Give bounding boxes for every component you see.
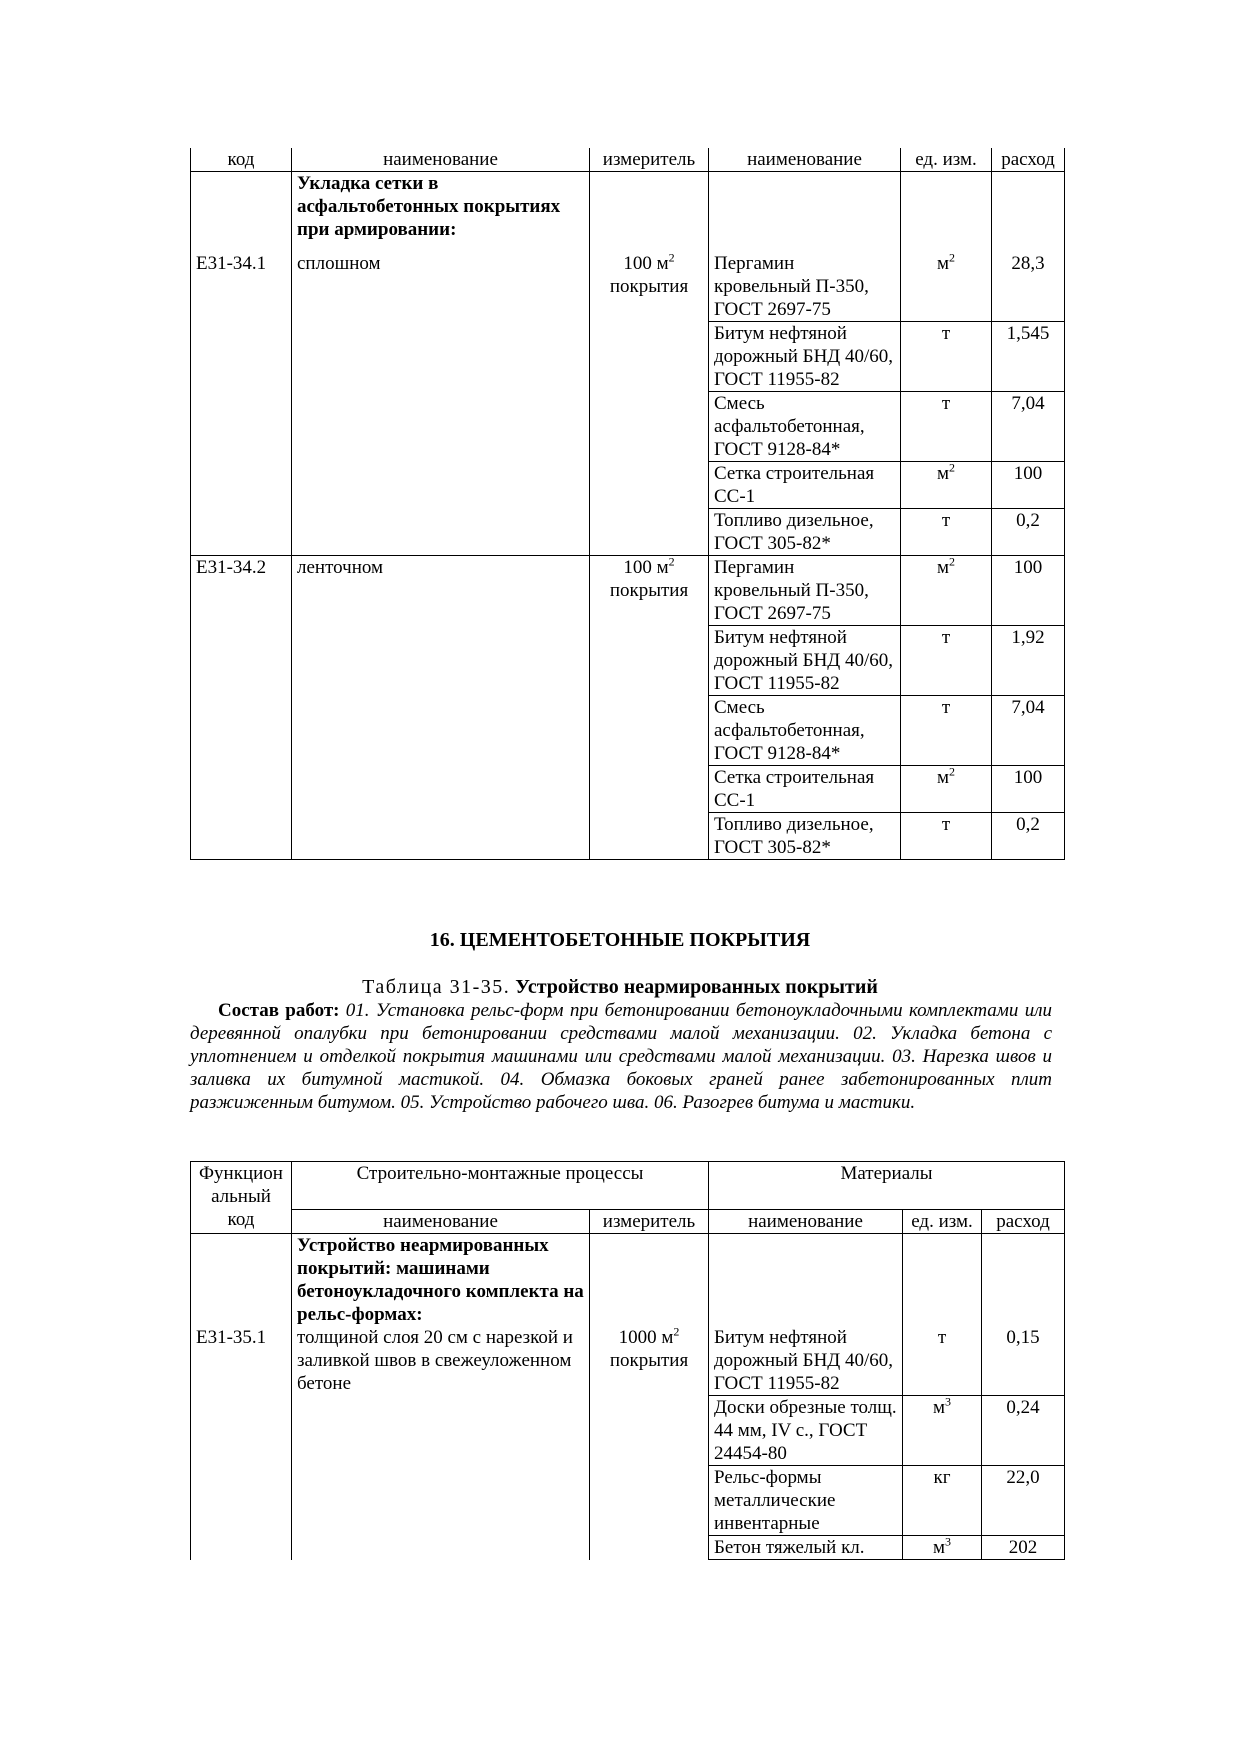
table-row xyxy=(191,555,1065,625)
col-header-unit: ед. изм. xyxy=(901,148,992,172)
material-rate: 0,2 xyxy=(992,812,1065,859)
material-unit: кг xyxy=(903,1466,982,1536)
material-rate: 22,0 xyxy=(982,1466,1065,1536)
table-row xyxy=(191,695,1065,765)
work-composition-text: 01. Установка рельс-форм при бетонировании бетоноукладочными комплектами или деревянной опалубки при бетонировании средствами малой механизации. 02. Укладка бетона с уплотнением и отделкой покрытия машинами или средствами малой механизации. 03. Нарезка швов и заливка их битумной мастикой. 04. Обмазка боковых граней ранее забетонированных плит разжиженным битумом. 05. Устройство рабочего шва. 06. Разогрев битума и мастики. xyxy=(190,1000,1053,1113)
material-rate: 1,92 xyxy=(992,625,1065,695)
material-name: Топливо дизельное, ГОСТ 305-82* xyxy=(709,508,901,555)
material-name: Доски обрезные толщ. 44 мм, IV с., ГОСТ 24454-80 xyxy=(709,1396,903,1466)
material-rate: 100 xyxy=(992,461,1065,508)
row-code: Е31-35.1 xyxy=(191,1326,292,1396)
material-unit: т xyxy=(903,1326,982,1396)
table-row xyxy=(191,765,1065,812)
material-rate: 28,3 xyxy=(992,252,1065,322)
col-header-meter: измеритель xyxy=(590,1210,709,1234)
material-name: Бетон тяжелый кл. xyxy=(709,1536,903,1560)
table-row xyxy=(191,1234,1065,1327)
material-unit: т xyxy=(901,508,992,555)
col-header-rate: расход xyxy=(992,148,1065,172)
material-name: Смесь асфальтобетонная, ГОСТ 9128-84* xyxy=(709,695,901,765)
table-row xyxy=(191,1536,1065,1560)
material-unit: т xyxy=(901,695,992,765)
table-row xyxy=(191,391,1065,461)
row-name: сплошном xyxy=(292,252,590,322)
table-subheader-row xyxy=(191,1210,1065,1234)
col-header-code: код xyxy=(191,148,292,172)
table-row xyxy=(191,461,1065,508)
resource-table-31-35 xyxy=(190,1161,1065,1560)
row-code: Е31-34.1 xyxy=(191,252,292,322)
material-name: Смесь асфальтобетонная, ГОСТ 9128-84* xyxy=(709,391,901,461)
material-rate: 100 xyxy=(992,555,1065,625)
material-unit: т xyxy=(901,321,992,391)
material-unit: $м^2$ xyxy=(901,765,992,812)
material-rate: 0,15 xyxy=(982,1326,1065,1396)
material-name: Пергамин кровельный П-350, ГОСТ 2697-75 xyxy=(709,555,901,625)
material-rate: 7,04 xyxy=(992,391,1065,461)
material-rate: 0,2 xyxy=(992,508,1065,555)
material-unit: $м^3$ xyxy=(903,1536,982,1560)
row-meter: 100 $м^2$ покрытия xyxy=(590,252,709,322)
row-meter: 1000 $м^2$ покрытия xyxy=(590,1326,709,1396)
row-meter: 100 $м^2$ покрытия xyxy=(590,555,709,625)
col-header-name: наименование xyxy=(292,148,590,172)
section-title: 16. ЦЕМЕНТОБЕТОННЫЕ ПОКРЫТИЯ xyxy=(429,929,811,951)
material-unit: $м^2$ xyxy=(901,252,992,322)
material-rate: 0,24 xyxy=(982,1396,1065,1466)
row-name: ленточном xyxy=(292,555,590,625)
table-row xyxy=(191,812,1065,859)
col-header-meter: измеритель xyxy=(590,148,709,172)
table-row xyxy=(191,1326,1065,1396)
table-caption xyxy=(0,976,1240,999)
col-header-material-name: наименование xyxy=(709,1210,903,1234)
resource-table-31-34 xyxy=(190,148,1065,860)
work-composition-label: Состав работ: xyxy=(218,1000,340,1021)
material-name: Битум нефтяной дорожный БНД 40/60, ГОСТ 11955-82 xyxy=(709,1326,903,1396)
work-composition xyxy=(190,999,1052,1114)
col-header-processes: Строительно-монтажные процессы xyxy=(292,1162,709,1210)
material-rate: 202 xyxy=(982,1536,1065,1560)
material-unit: $м^3$ xyxy=(903,1396,982,1466)
table-row xyxy=(191,321,1065,391)
material-unit: т xyxy=(901,625,992,695)
table-row xyxy=(191,1396,1065,1466)
material-name: Рельс-формы металлические инвентарные xyxy=(709,1466,903,1536)
row-code: Е31-34.2 xyxy=(191,555,292,625)
material-name: Сетка строительная СС-1 xyxy=(709,765,901,812)
col-header-material-name: наименование xyxy=(709,148,901,172)
col-header-materials: Материалы xyxy=(709,1162,1065,1210)
group-title: Укладка сетки в асфальтобетонных покрытиях при армировании: xyxy=(292,172,590,252)
table-row xyxy=(191,508,1065,555)
col-header-name: наименование xyxy=(292,1210,590,1234)
material-name: Пергамин кровельный П-350, ГОСТ 2697-75 xyxy=(709,252,901,322)
table-row xyxy=(191,1466,1065,1536)
table-row xyxy=(191,625,1065,695)
material-unit: т xyxy=(901,812,992,859)
material-name: Битум нефтяной дорожный БНД 40/60, ГОСТ 11955-82 xyxy=(709,625,901,695)
material-name: Топливо дизельное, ГОСТ 305-82* xyxy=(709,812,901,859)
material-name: Сетка строительная СС-1 xyxy=(709,461,901,508)
material-unit: $м^2$ xyxy=(901,461,992,508)
col-header-unit: ед. изм. xyxy=(903,1210,982,1234)
table-row xyxy=(191,172,1065,252)
material-rate: 100 xyxy=(992,765,1065,812)
material-unit: $м^2$ xyxy=(901,555,992,625)
table-header-row xyxy=(191,1162,1065,1210)
material-rate: 7,04 xyxy=(992,695,1065,765)
col-header-func-code: Функцион альный код xyxy=(191,1162,292,1234)
table-caption-prefix: Таблица 31-35. xyxy=(362,976,511,998)
material-unit: т xyxy=(901,391,992,461)
col-header-rate: расход xyxy=(982,1210,1065,1234)
table-header-row xyxy=(191,148,1065,172)
row-name: толщиной слоя 20 см с нарезкой и заливкой швов в свежеуложенном бетоне xyxy=(292,1326,590,1396)
table-caption-title: Устройство неармированных покрытий xyxy=(515,976,878,998)
table-row xyxy=(191,252,1065,322)
material-name: Битум нефтяной дорожный БНД 40/60, ГОСТ 11955-82 xyxy=(709,321,901,391)
material-rate: 1,545 xyxy=(992,321,1065,391)
group-title: Устройство неармированных покрытий: машинами бетоноукладочного комплекта на рельс-формах: xyxy=(292,1234,590,1327)
